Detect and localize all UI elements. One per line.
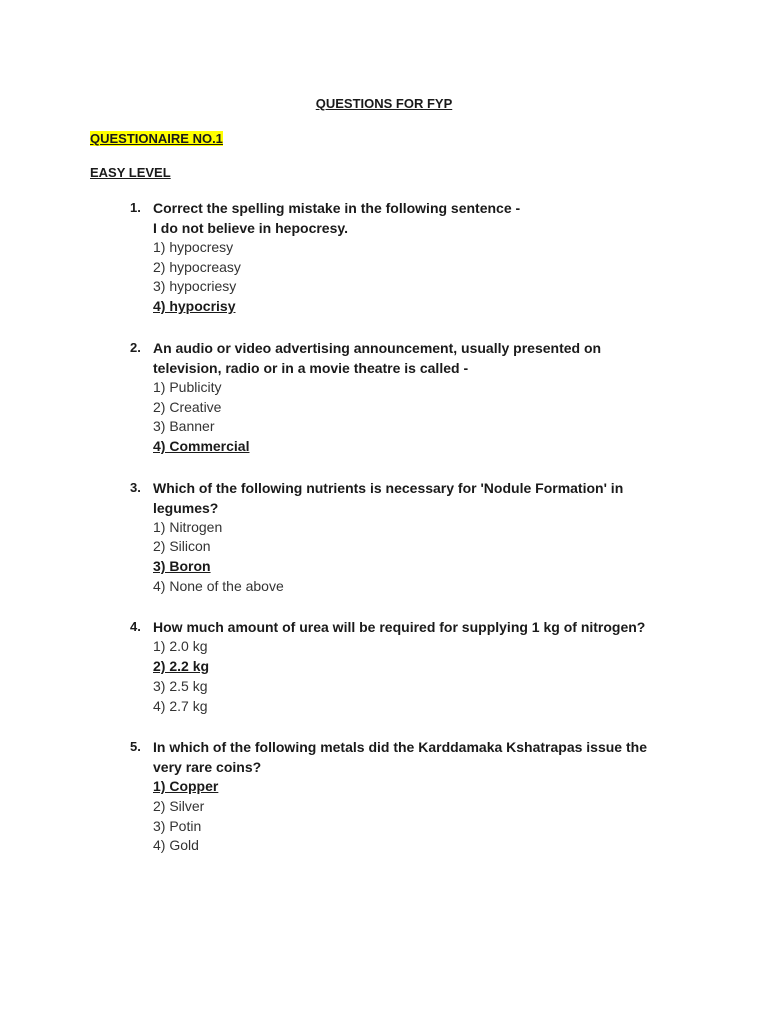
answer-option: 4) None of the above (153, 577, 284, 594)
question-item (0, 478, 768, 597)
question-item (0, 617, 768, 716)
question-list (0, 198, 768, 877)
answer-option: 4) Gold (153, 837, 199, 854)
answer-option: 1) Publicity (153, 378, 222, 395)
question-number: 1. (130, 200, 141, 215)
correct-answer-option: 4) hypocrisy (153, 298, 236, 315)
answer-option: 3) Potin (153, 817, 202, 834)
question-body (153, 737, 673, 856)
questionnaire-highlight: QUESTIONAIRE NO.1 (90, 131, 223, 146)
correct-answer-option: 2) 2.2 kg (153, 658, 210, 675)
question-number: 3. (130, 479, 141, 495)
question-item (0, 198, 768, 317)
answer-option: 2) hypocreasy (153, 258, 241, 275)
answer-option: 3) hypocriesy (153, 278, 237, 295)
question-item (0, 338, 768, 457)
question-item (0, 737, 768, 856)
correct-answer-option: 4) Commercial (153, 437, 250, 454)
question-body (153, 198, 673, 317)
question-text: How much amount of urea will be required for supplying 1 kg of nitrogen? (153, 619, 646, 636)
answer-option: 3) 2.5 kg (153, 677, 208, 694)
correct-answer-option: 1) Copper (153, 778, 219, 795)
question-number: 4. (130, 619, 141, 635)
correct-answer-option: 3) Boron (153, 558, 211, 575)
question-body (153, 338, 673, 457)
answer-option: 2) Silicon (153, 538, 211, 555)
document-title: QUESTIONS FOR FYP (315, 96, 453, 111)
question-text: In which of the following metals did the Karddamaka Kshatrapas issue the very rare coins? (153, 739, 647, 776)
question-body (153, 478, 673, 597)
answer-option: 1) hypocresy (153, 239, 234, 255)
answer-option: 2) Silver (153, 797, 205, 814)
question-number: 5. (130, 739, 141, 755)
question-text: Which of the following nutrients is necessary for 'Nodule Formation' in legumes? (153, 479, 624, 516)
answer-option: 2) Creative (153, 398, 222, 415)
question-text: Correct the spelling mistake in the following sentence - I do not believe in hepocresy. (153, 200, 521, 236)
questionnaire-heading (90, 130, 223, 148)
question-body (153, 617, 673, 716)
answer-option: 3) Banner (153, 418, 215, 435)
answer-option: 4) 2.7 kg (153, 697, 208, 714)
answer-option: 1) Nitrogen (153, 518, 223, 535)
question-number: 2. (130, 339, 141, 355)
question-text: An audio or video advertising announcement, usually presented on television, radio or in a movie theatre is called - (153, 339, 602, 376)
level-heading: EASY LEVEL (90, 165, 171, 180)
answer-option: 1) 2.0 kg (153, 638, 208, 655)
